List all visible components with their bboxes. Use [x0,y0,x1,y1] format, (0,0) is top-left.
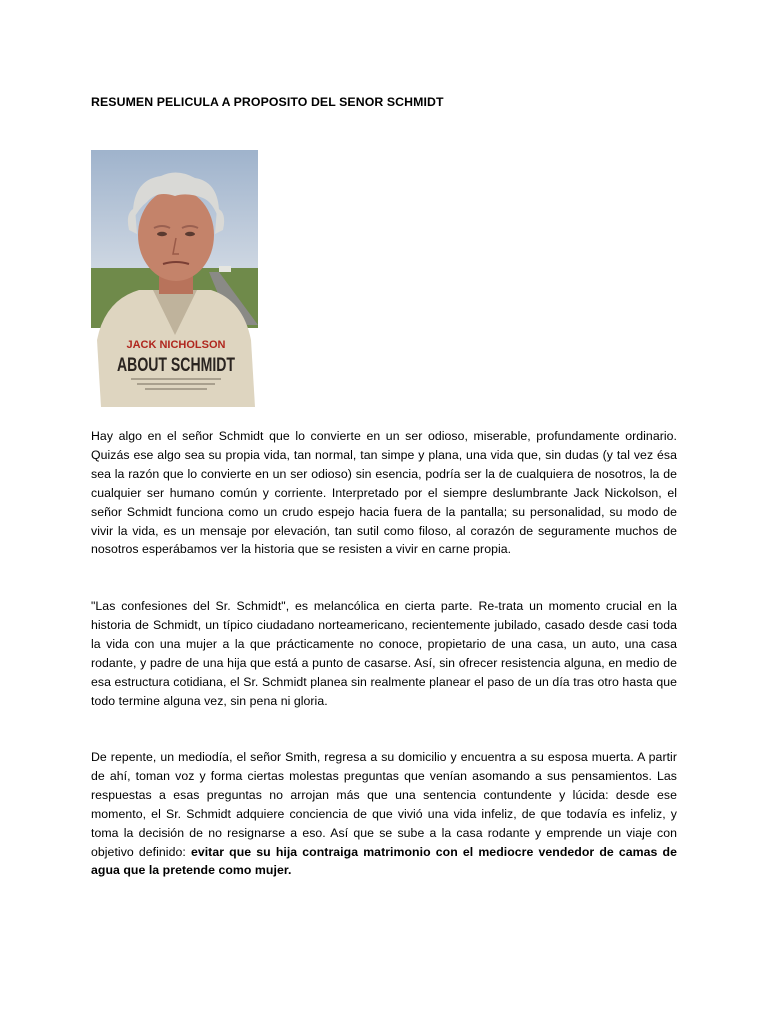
movie-poster-image [91,150,258,407]
poster-actor-text: JACK NICHOLSON [126,339,226,351]
paragraph-1-text: Hay algo en el señor Schmidt que lo convierte en un ser odioso, miserable, profundamente ordinario. Quizás ese algo sea su propia vida, tan normal, tan simpe y plana, una vida que, sin dudas (y tal vez ésa sea la razón que lo convierte en un ser odioso) sin esencia, podría ser la de cualquiera de nosotros, la de cualquier ser humano común y corriente. Interpretado por el siempre deslumbrante Jack Nickolson, el señor Schmidt funciona como un crudo espejo hacia fuera de la pantalla; su personalidad, su modo de vivir la vida, es un mensaje por elevación, tan sutil como filoso, al corazón de seguramente muchos de nosotros esperábamos ver la historia que se resisten a vivir en carne propia. [91,429,677,557]
poster-film-title-text: ABOUT SCHMIDT [117,355,236,376]
paragraph-2 [91,597,677,710]
paragraph-2-text: "Las confesiones del Sr. Schmidt", es melancólica en cierta parte. Re-trata un momento crucial en la historia de Schmidt, un típico ciudadano norteamericano, recientemente jubilado, casado desde casi toda la vida con una mujer a la que prácticamente no conoce, propietario de una casa, un auto, una casa rodante, y padre de una hija que está a punto de casarse. Así, sin ofrecer resistencia alguna, en medio de esa estructura cotidiana, el Sr. Schmidt planea sin realmente planear el paso de un día tras otro hasta que todo termine alguna vez, sin pena ni gloria. [91,599,677,708]
paragraph-3 [91,748,677,880]
poster-face [138,189,214,281]
document-title: RESUMEN PELICULA A PROPOSITO DEL SENOR SCHMIDT [91,95,444,109]
paragraph-3-bold-text: evitar que su hija contraiga matrimonio con el mediocre vendedor de camas de agua que la pretende como mujer. [91,844,677,878]
paragraph-1 [91,427,677,559]
paragraph-3-text: De repente, un mediodía, el señor Smith, regresa a su domicilio y encuentra a su esposa muerta. A partir de ahí, toman voz y forma ciertas molestas preguntas que venían asomando a sus pensamientos. Las respuestas a esas preguntas no arrojan más que una sentencia contundente y lúcida: desde ese momento, el Sr. Schmidt adquiere conciencia de que vivió una vida infeliz, de que todavía es infeliz, y toma la decisión de no resignarse a eso. Así que se sube a la casa rodante y emprende un viaje con objetivo definido: [91,750,677,859]
